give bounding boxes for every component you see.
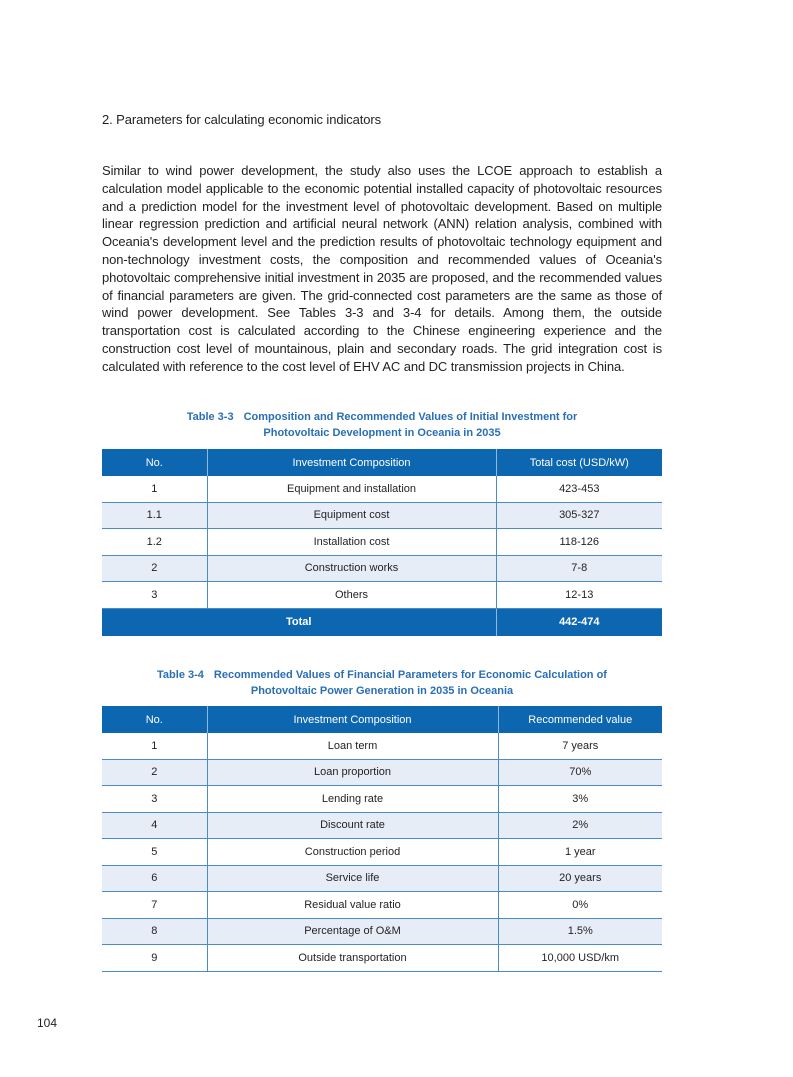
cell-composition: Percentage of O&M xyxy=(207,918,498,945)
page-number: 104 xyxy=(37,1016,58,1030)
column-header-no: No. xyxy=(102,706,207,733)
financial-parameters-table xyxy=(102,706,662,972)
cell-no: 2 xyxy=(102,759,207,786)
caption-title: Composition and Recommended Values of Initial Investment for xyxy=(243,411,578,423)
cell-value: 0% xyxy=(498,892,662,919)
cell-value: 423-453 xyxy=(496,476,662,502)
cell-value: 20 years xyxy=(498,865,662,892)
table-row xyxy=(102,529,662,556)
cell-no: 2 xyxy=(102,555,207,582)
cell-composition: Loan term xyxy=(207,733,498,759)
cell-no: 3 xyxy=(102,582,207,609)
table-number: Table 3-3 xyxy=(186,411,234,423)
table-row xyxy=(102,892,662,919)
column-header-value: Recommended value xyxy=(498,706,662,733)
cell-no: 5 xyxy=(102,839,207,866)
cell-composition: Others xyxy=(207,582,496,609)
column-header-composition: Investment Composition xyxy=(207,706,498,733)
cell-value: 7 years xyxy=(498,733,662,759)
cell-composition: Construction works xyxy=(207,555,496,582)
table-row xyxy=(102,476,662,502)
table-row xyxy=(102,918,662,945)
table-row xyxy=(102,555,662,582)
table-row xyxy=(102,759,662,786)
table-row xyxy=(102,945,662,972)
cell-composition: Equipment cost xyxy=(207,502,496,529)
cell-no: 3 xyxy=(102,786,207,813)
cell-composition: Service life xyxy=(207,865,498,892)
table-number: Table 3-4 xyxy=(157,669,204,681)
cell-value: 305-327 xyxy=(496,502,662,529)
cell-composition: Installation cost xyxy=(207,529,496,556)
caption-line-2: Photovoltaic Development in Oceania in 2035 xyxy=(263,427,501,439)
table-row xyxy=(102,865,662,892)
cell-no: 9 xyxy=(102,945,207,972)
cell-composition: Loan proportion xyxy=(207,759,498,786)
cell-no: 6 xyxy=(102,865,207,892)
body-paragraph: Similar to wind power development, the study also uses the LCOE approach to establish a calculation model applicable to the economic potential installed capacity of photovoltaic resources and a prediction model for the investment level of photovoltaic development. Based on multiple linear regression prediction and artificial neural network (ANN) relation analysis, combined with Oceania's development level and the prediction results of photovoltaic technology equipment and non-technology investment costs, the composition and recommended values of Oceania's photovoltaic comprehensive initial investment in 2035 are proposed, and the recommended values of financial parameters are given. The grid-connected cost parameters are the same as those of wind power development. See Tables 3-3 and 3-4 for details. Among them, the outside transportation cost is calculated according to the Chinese engineering experience and the construction cost level of mountainous, plain and secondary roads. The grid integration cost is calculated with reference to the cost level of EHV AC and DC transmission projects in China. xyxy=(102,163,662,374)
total-row xyxy=(102,608,662,636)
caption-line-2: Photovoltaic Power Generation in 2035 in Oceania xyxy=(250,685,514,697)
table-row xyxy=(102,502,662,529)
cell-value: 10,000 USD/km xyxy=(498,945,662,972)
column-header-cost: Total cost (USD/kW) xyxy=(496,449,662,476)
cell-value: 1 year xyxy=(498,839,662,866)
cell-value: 3% xyxy=(498,786,662,813)
caption-line-1 xyxy=(102,409,662,425)
table-row xyxy=(102,839,662,866)
cell-no: 8 xyxy=(102,918,207,945)
cell-value: 2% xyxy=(498,812,662,839)
table-row xyxy=(102,582,662,609)
cell-no: 1.2 xyxy=(102,529,207,556)
header-row xyxy=(102,449,662,476)
table-row xyxy=(102,733,662,759)
table-3-4-caption xyxy=(102,667,662,699)
table-row xyxy=(102,812,662,839)
caption-title: Recommended Values of Financial Parameters for Economic Calculation of xyxy=(213,669,607,681)
cell-value: 70% xyxy=(498,759,662,786)
cell-composition: Lending rate xyxy=(207,786,498,813)
caption-line-1 xyxy=(102,667,662,683)
cell-no: 4 xyxy=(102,812,207,839)
cell-no: 1.1 xyxy=(102,502,207,529)
table-row xyxy=(102,786,662,813)
cell-composition: Outside transportation xyxy=(207,945,498,972)
cell-composition: Construction period xyxy=(207,839,498,866)
cell-composition: Discount rate xyxy=(207,812,498,839)
section-heading: 2. Parameters for calculating economic indicators xyxy=(102,112,382,127)
column-header-composition: Investment Composition xyxy=(207,449,496,476)
total-value: 442-474 xyxy=(496,608,662,636)
cell-value: 1.5% xyxy=(498,918,662,945)
investment-composition-table xyxy=(102,449,662,636)
cell-no: 7 xyxy=(102,892,207,919)
cell-composition: Equipment and installation xyxy=(207,476,496,502)
cell-composition: Residual value ratio xyxy=(207,892,498,919)
cell-value: 12-13 xyxy=(496,582,662,609)
total-label: Total xyxy=(102,608,496,636)
cell-value: 7-8 xyxy=(496,555,662,582)
cell-no: 1 xyxy=(102,476,207,502)
cell-no: 1 xyxy=(102,733,207,759)
header-row xyxy=(102,706,662,733)
column-header-no: No. xyxy=(102,449,207,476)
table-3-3-caption xyxy=(102,409,662,441)
cell-value: 118-126 xyxy=(496,529,662,556)
